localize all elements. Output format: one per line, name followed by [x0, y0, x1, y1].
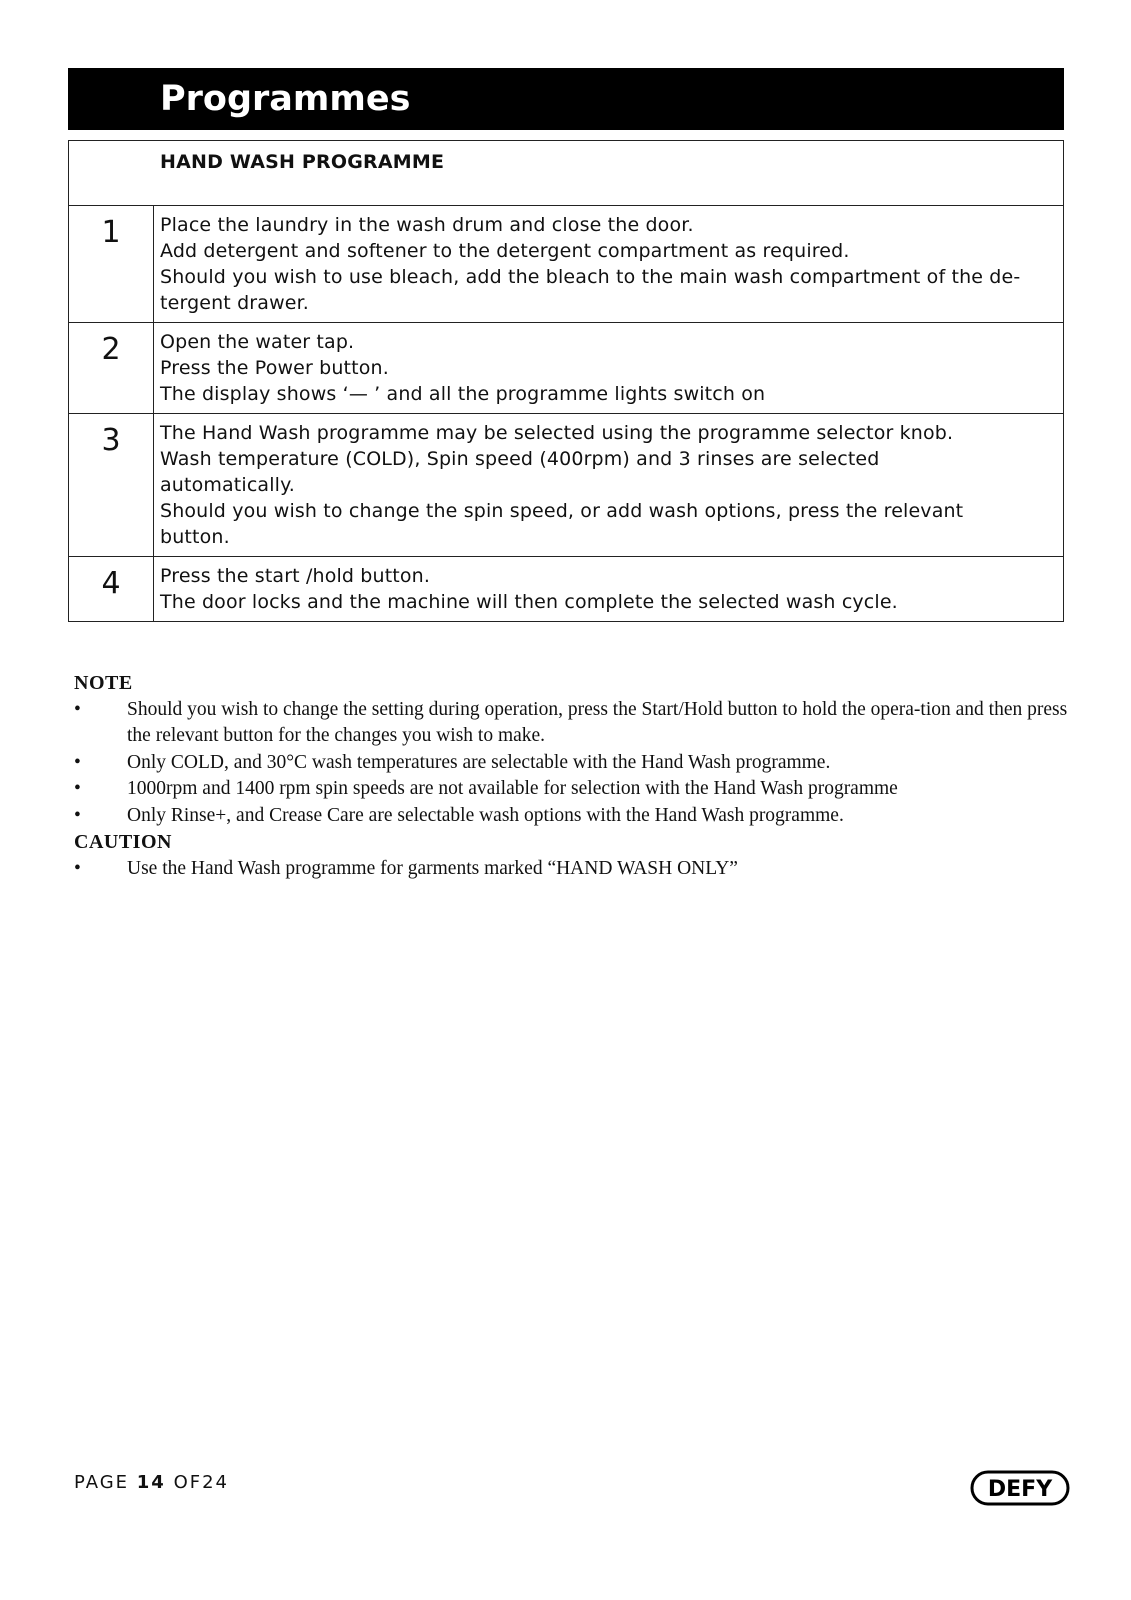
list-item [74, 697, 1074, 750]
table-row [69, 206, 1064, 323]
programme-table [68, 140, 1064, 622]
page-total: OF24 [173, 1472, 229, 1493]
list-item [74, 856, 1074, 883]
list-item [74, 803, 1074, 830]
note-heading: NOTE [74, 672, 133, 694]
list-item [74, 776, 1074, 803]
page-number [74, 1472, 229, 1493]
step-number: 4 [69, 557, 154, 622]
page-title: Programmes [160, 79, 411, 119]
step-number: 1 [69, 206, 154, 323]
step-line: Should you wish to use bleach, add the bleach to the main wash compartment of the de- [160, 266, 1021, 288]
caution-text: Use the Hand Wash programme for garments marked “HAND WASH ONLY” [127, 857, 738, 879]
table-heading-cell [69, 141, 1064, 206]
list-item [74, 750, 1074, 777]
step-line: Open the water tap. [160, 331, 355, 353]
bullet-icon: • [74, 751, 81, 773]
step-line: Should you wish to change the spin speed, or add wash options, press the relevant [160, 500, 964, 522]
step-line: tergent drawer. [160, 292, 309, 314]
step-line: Place the laundry in the wash drum and close the door. [160, 214, 694, 236]
note-list [74, 697, 1074, 830]
page-prefix: PAGE [74, 1472, 130, 1493]
table-heading-row [69, 141, 1064, 206]
notes-section [74, 670, 1074, 882]
table-row [69, 323, 1064, 414]
caution-heading: CAUTION [74, 831, 172, 853]
step-line: Add detergent and softener to the detergent compartment as required. [160, 240, 850, 262]
note-text: Only COLD, and 30°C wash temperatures are selectable with the Hand Wash programme. [127, 751, 831, 773]
bullet-icon: • [74, 804, 81, 826]
step-line: The door locks and the machine will then complete the selected wash cycle. [160, 591, 898, 613]
note-text: Should you wish to change the setting during operation, press the Start/Hold button to hold the opera-tion and then press the relevant button for the changes you wish to make. [127, 698, 1068, 746]
note-text: Only Rinse+, and Crease Care are selectable wash options with the Hand Wash programme. [127, 804, 844, 826]
step-line: Press the Power button. [160, 357, 389, 379]
page-current: 14 [136, 1472, 166, 1493]
step-text [154, 557, 1064, 622]
step-text [154, 414, 1064, 557]
table-heading: HAND WASH PROGRAMME [160, 151, 445, 173]
step-text [154, 323, 1064, 414]
step-line: The display shows ‘— ’ and all the programme lights switch on [160, 383, 766, 405]
bullet-icon: • [74, 857, 81, 879]
step-number: 2 [69, 323, 154, 414]
step-line: automatically. [160, 474, 295, 496]
logo-text: DEFY [987, 1477, 1053, 1502]
step-line: The Hand Wash programme may be selected using the programme selector knob. [160, 422, 954, 444]
note-text: 1000rpm and 1400 rpm spin speeds are not available for selection with the Hand Wash programme [127, 778, 898, 799]
bullet-icon: • [74, 778, 81, 799]
step-line: Wash temperature (COLD), Spin speed (400rpm) and 3 rinses are selected [160, 448, 880, 470]
step-text [154, 206, 1064, 323]
caution-list [74, 856, 1074, 883]
step-line: button. [160, 526, 230, 548]
bullet-icon: • [74, 698, 81, 720]
table-row [69, 557, 1064, 622]
step-line: Press the start /hold button. [160, 565, 431, 587]
table-row [69, 414, 1064, 557]
defy-logo [970, 1470, 1070, 1506]
step-number: 3 [69, 414, 154, 557]
header-banner [68, 68, 1064, 130]
